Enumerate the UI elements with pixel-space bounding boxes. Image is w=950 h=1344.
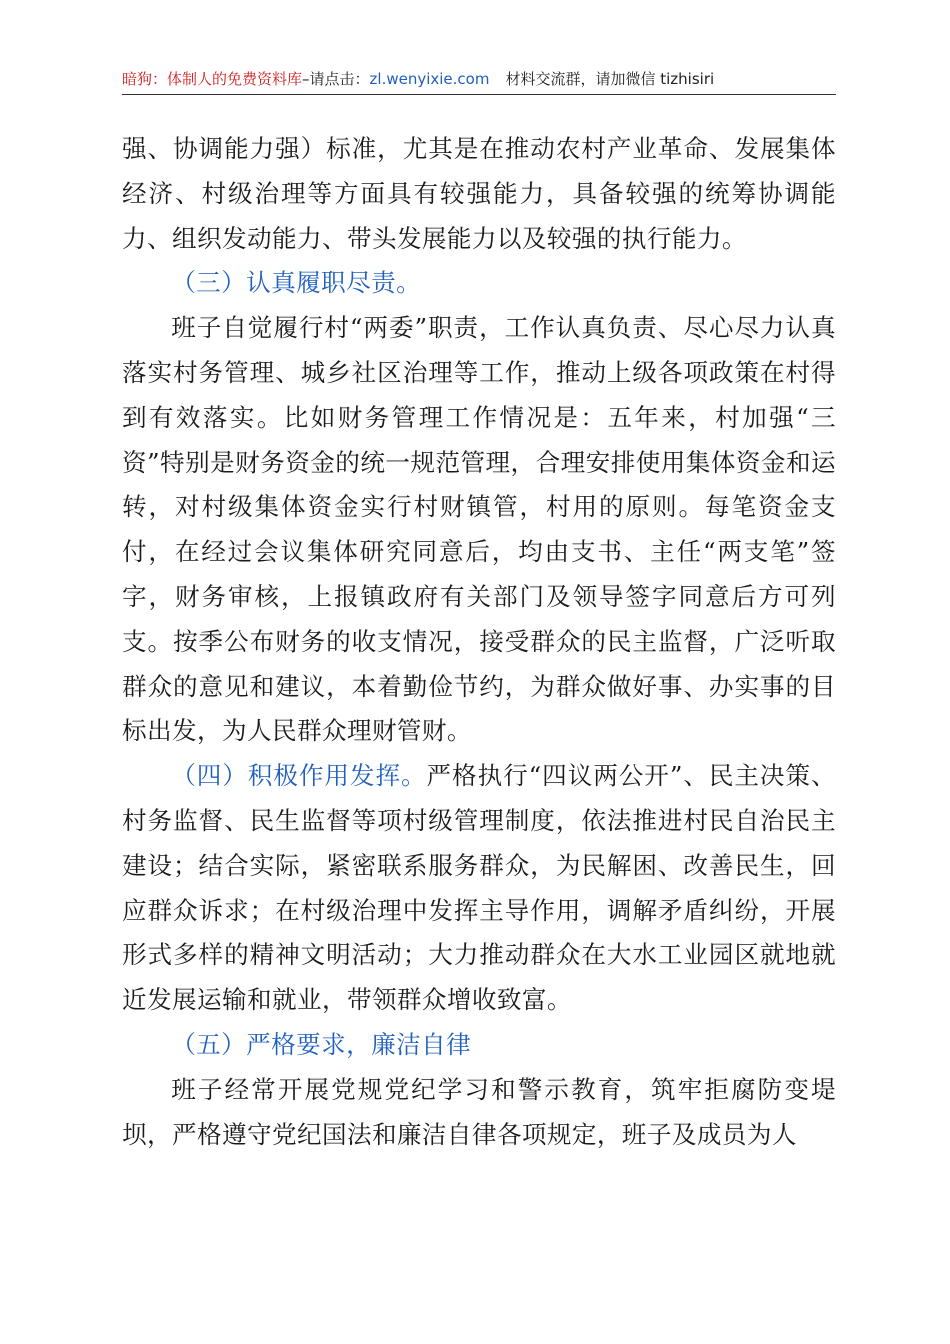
header-contact: 材料交流群，请加微信 tizhisiri bbox=[505, 70, 715, 88]
paragraph-section-5: 班子经常开展党规党纪学习和警示教育，筑牢拒腐防变堤坝，严格遵守党纪国法和廉洁自律各项规定，班子及成员为人 bbox=[122, 1074, 836, 1149]
section-heading-3: （三）认真履职尽责。 bbox=[171, 268, 422, 298]
paragraph-section-3: 班子自觉履行村“两委”职责，工作认真负责、尽心尽力认真落实村务管理、城乡社区治理等工作，推动上级各项政策在村得到有效落实。比如财务管理工作情况是：五年来，村加强“三资”特别是财务资金的统一规范管理，合理安排使用集体资金和运转，对村级集体资金实行村财镇管，村用的原则。每笔资金支付，在经过会议集体研究同意后，均由支书、主任“两支笔”签字，财务审核，上报镇政府有关部门及领导签字同意后方可列支。按季公布财务的收支情况，接受群众的民主监督，广泛听取群众的意见和建议，本着勤俭节约，为群众做好事、办实事的目标出发，为人民群众理财管财。 bbox=[122, 313, 836, 746]
paragraph-section-4 bbox=[122, 754, 836, 1023]
section-heading-5: （五）严格要求，廉洁自律 bbox=[171, 1029, 472, 1059]
page-header bbox=[122, 64, 836, 95]
paragraph-continued: 强、协调能力强）标准，尤其是在推动农村产业革命、发展集体经济、村级治理等方面具有较强能力，具备较强的统筹协调能力、组织发动能力、带头发展能力以及较强的执行能力。 bbox=[122, 134, 836, 253]
paragraph-section-4-text: 严格执行“四议两公开”、民主决策、村务监督、民生监督等项村级管理制度，依法推进村民自治民主建设；结合实际，紧密联系服务群众，为民解困、改善民生，回应群众诉求；在村级治理中发挥主导作用，调解矛盾纠纷，开展形式多样的精神文明活动；大力推动群众在大水工业园区就地就近发展运输和就业，带领群众增收致富。 bbox=[122, 761, 836, 1015]
document-body bbox=[122, 127, 836, 1157]
section-heading-4: （四）积极作用发挥。 bbox=[171, 761, 427, 791]
header-site-name: 暗狗：体制人的免费资料库 bbox=[122, 70, 303, 88]
header-link[interactable]: zl.wenyixie.com bbox=[369, 70, 490, 88]
header-click-prompt: –请点击： bbox=[302, 70, 370, 88]
